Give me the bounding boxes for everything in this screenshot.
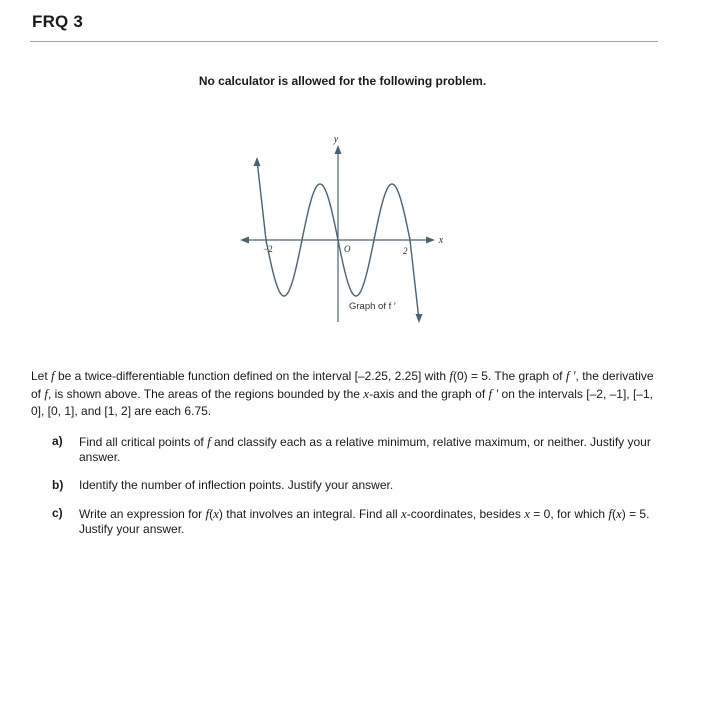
intro-paragraph: Let f be a twice-differentiable function defined on the interval [–2.25, 2.25] with f(0) = 5. The graph of f ′, the derivative of f, is shown above. The areas of the regions bounded by the x-axis and the graph of f ′ on the intervals [–2, –1], [–1, 0], [0, 1], and [1, 2] are each 6.75. xyxy=(31,368,654,418)
part-text: Write an expression for f(x) that involves an integral. Find all x-coordinates, besides x = 0, for which f(x) = 5. Justify your answer. xyxy=(79,506,650,536)
part-text: Identify the number of inflection points. Justify your answer. xyxy=(79,478,394,492)
page-title: FRQ 3 xyxy=(32,12,84,31)
curve-start-arrow xyxy=(254,157,261,166)
y-axis-up-arrow xyxy=(335,145,342,154)
x-axis-right-arrow xyxy=(426,237,435,244)
derivative-graph xyxy=(230,128,460,338)
part-label: b) xyxy=(52,478,64,492)
graph-caption: Graph of f ′ xyxy=(349,301,396,312)
question-parts xyxy=(52,434,652,550)
part-label: c) xyxy=(52,506,63,520)
part-label: a) xyxy=(52,434,63,448)
header-divider xyxy=(30,41,658,42)
tick-label-neg2: −2 xyxy=(263,244,273,254)
calculator-notice: No calculator is allowed for the following problem. xyxy=(198,74,487,88)
tick-label-2: 2 xyxy=(403,246,408,256)
curve-end-arrow xyxy=(416,314,423,323)
part-text: Find all critical points of f and classify each as a relative minimum, relative maximum, or neither. Justify your answer. xyxy=(79,434,651,464)
x-axis-left-arrow xyxy=(240,237,249,244)
x-axis-label: x xyxy=(438,235,444,246)
problem-statement xyxy=(31,367,661,420)
part-c xyxy=(52,506,652,537)
part-b xyxy=(52,478,652,493)
origin-label: O xyxy=(344,244,351,254)
part-a xyxy=(52,434,652,465)
y-axis-label: y xyxy=(333,134,339,145)
